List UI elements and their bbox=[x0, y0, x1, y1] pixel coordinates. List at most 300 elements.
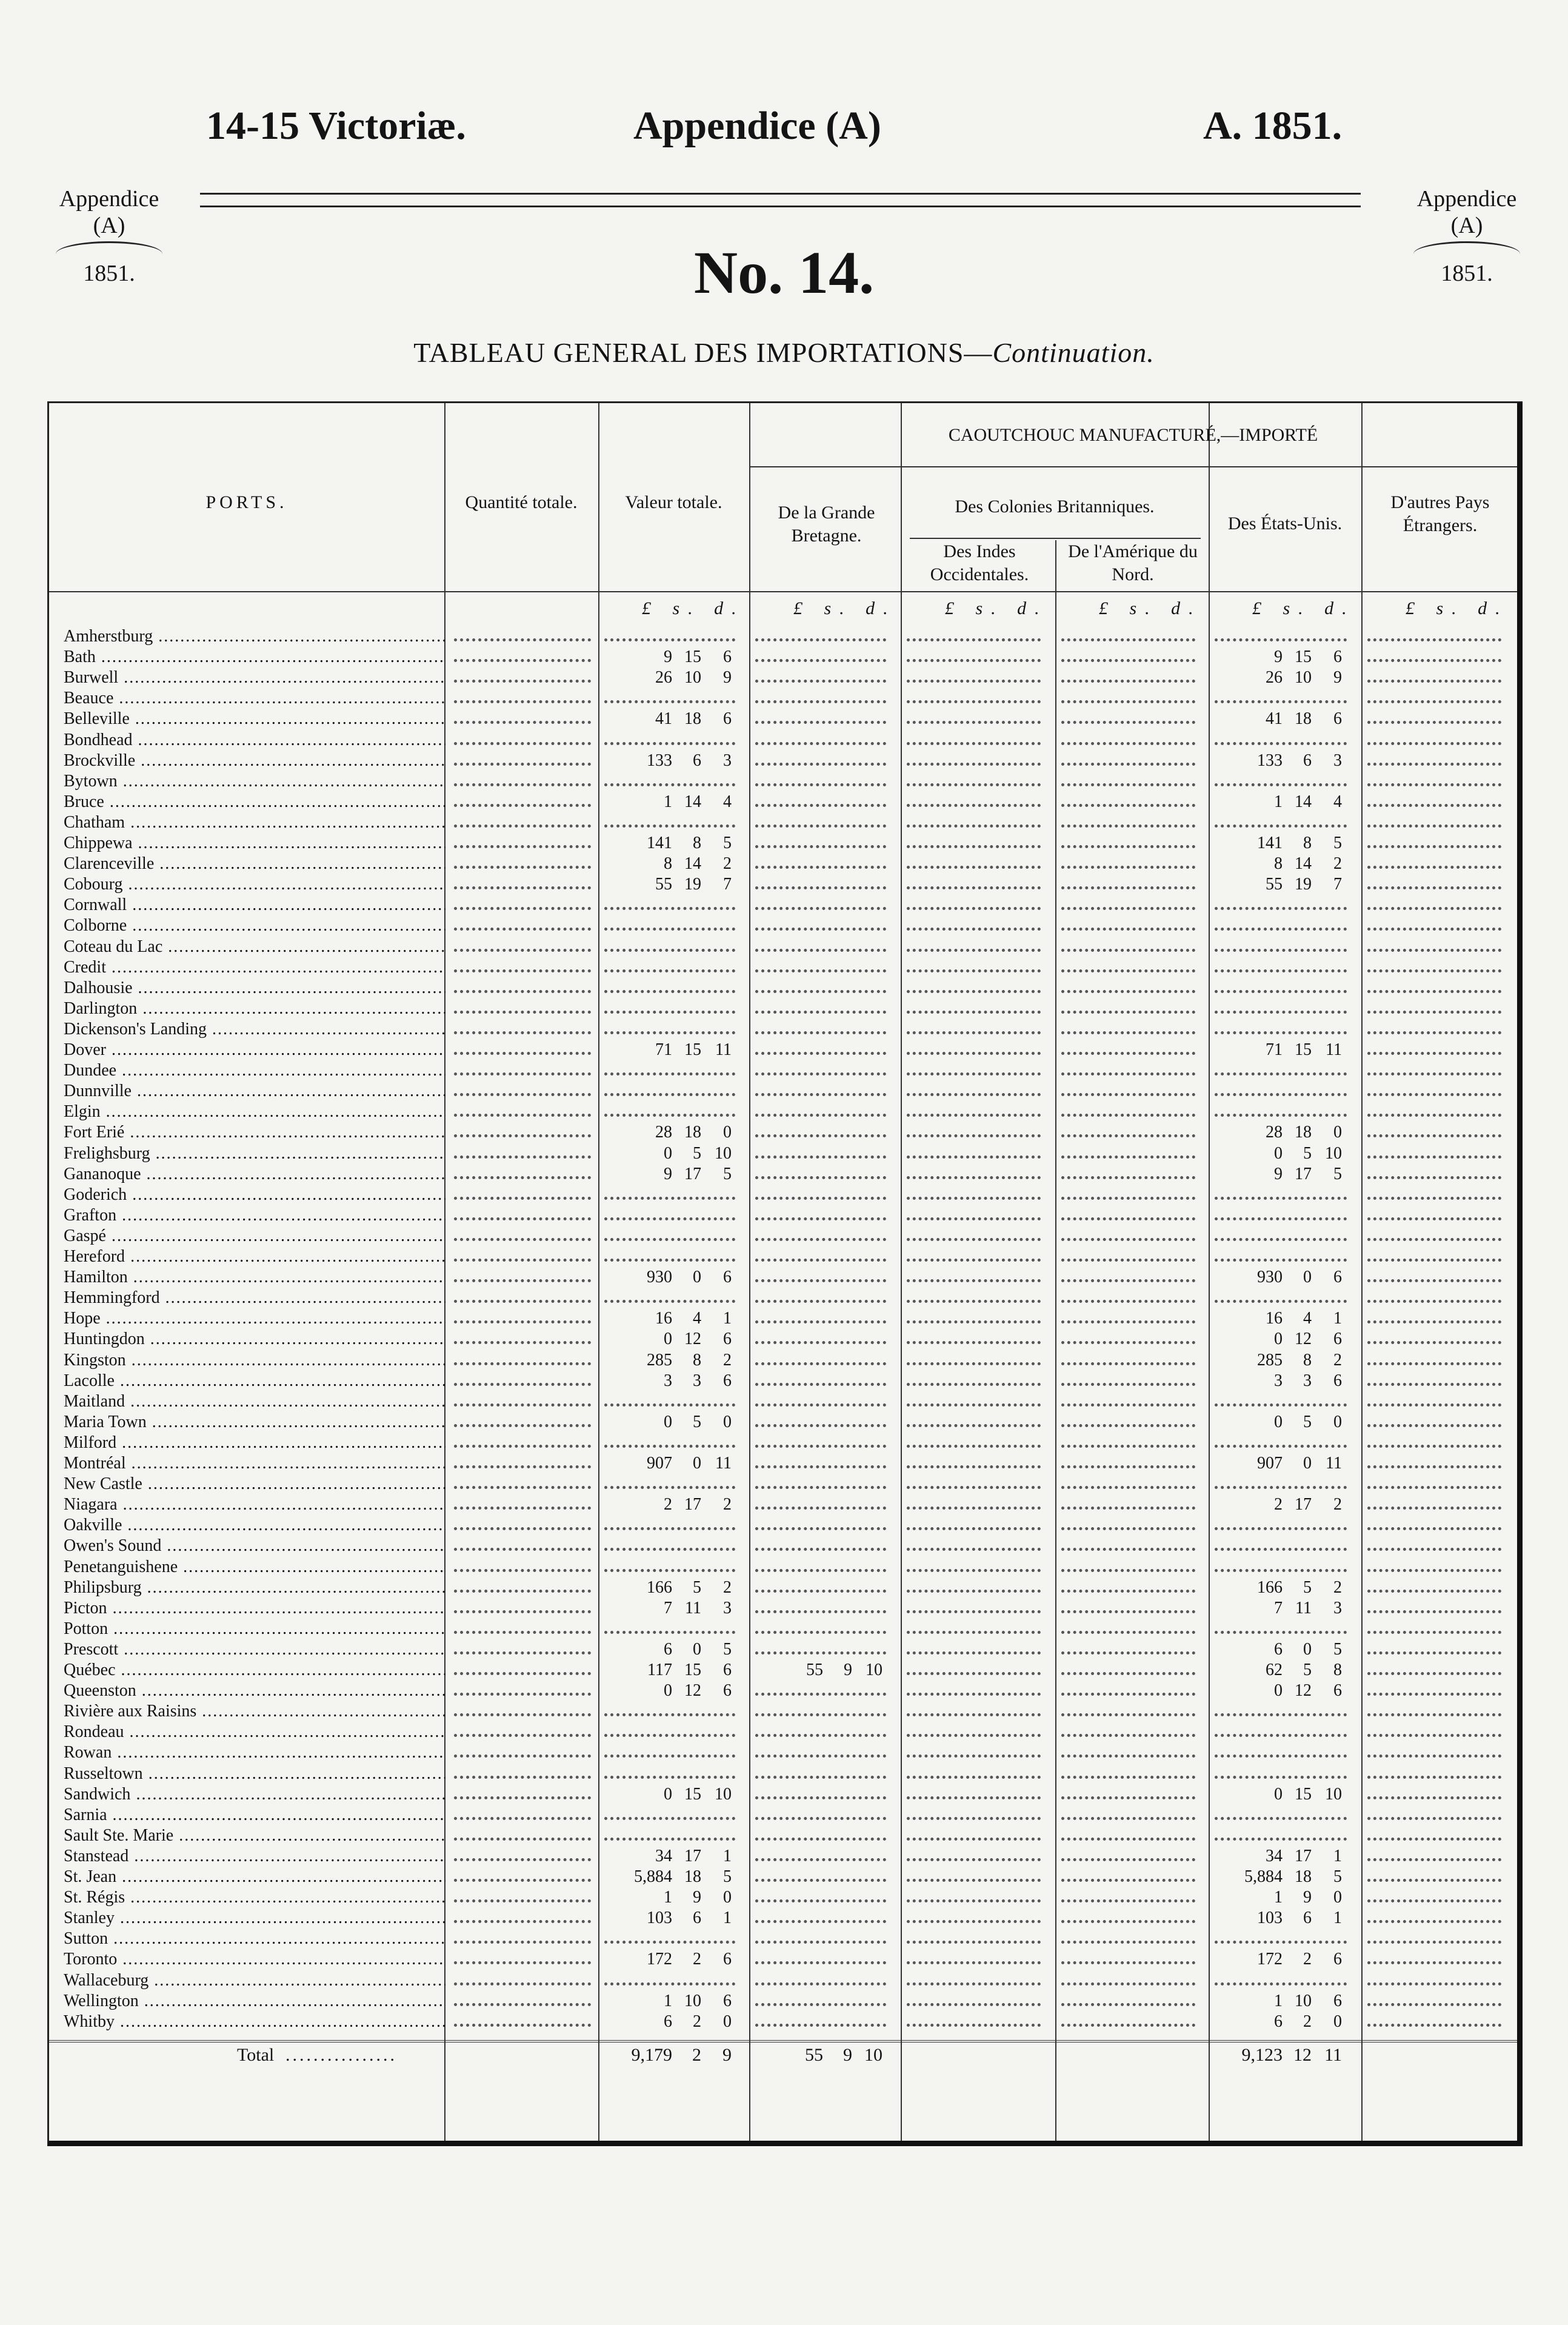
quantite-leader bbox=[454, 969, 591, 972]
gb-leader bbox=[755, 1961, 886, 1964]
port-name: Belleville ..... bbox=[64, 709, 445, 729]
etats-leader bbox=[1215, 1982, 1347, 1985]
indes-leader bbox=[907, 928, 1041, 931]
table-row bbox=[49, 1846, 1517, 1867]
gb-leader bbox=[755, 1569, 886, 1572]
valeur-amount: 2 17 2 bbox=[664, 1495, 732, 1514]
amerique-leader bbox=[1061, 1651, 1195, 1654]
autres-leader bbox=[1367, 1445, 1501, 1448]
quantite-leader bbox=[454, 1093, 591, 1096]
indes-leader bbox=[907, 1755, 1041, 1758]
autres-leader bbox=[1367, 1011, 1501, 1014]
etats-amount: 172 2 6 bbox=[1257, 1950, 1342, 1969]
quantite-leader bbox=[454, 659, 591, 662]
valeur-amount: 9 15 6 bbox=[664, 647, 732, 667]
etats-leader bbox=[1215, 1403, 1347, 1407]
quantite-leader bbox=[454, 949, 591, 952]
amerique-leader bbox=[1061, 928, 1195, 931]
etats-amount: 55 19 7 bbox=[1266, 875, 1342, 894]
gb-leader bbox=[755, 990, 886, 993]
port-name: Picton ..... bbox=[64, 1598, 445, 1619]
indes-leader bbox=[907, 1176, 1041, 1179]
total-etats: 9,123 12 11 bbox=[1241, 2045, 1342, 2065]
valeur-amount: 1 14 4 bbox=[664, 792, 732, 811]
amerique-leader bbox=[1061, 1610, 1195, 1613]
port-name: Dover ..... bbox=[64, 1040, 445, 1060]
port-name: Huntingdon ..... bbox=[64, 1329, 445, 1350]
quantite-leader bbox=[454, 1590, 591, 1593]
port-name: Burwell ..... bbox=[64, 667, 445, 688]
etats-leader bbox=[1215, 783, 1347, 786]
etats-amount: 41 18 6 bbox=[1266, 709, 1342, 729]
indes-leader bbox=[907, 1734, 1041, 1737]
amerique-leader bbox=[1061, 1383, 1195, 1386]
autres-leader bbox=[1367, 1631, 1501, 1634]
amerique-leader bbox=[1061, 1899, 1195, 1902]
table-row bbox=[49, 1825, 1517, 1846]
autres-leader bbox=[1367, 1424, 1501, 1427]
etats-amount: 9 15 6 bbox=[1274, 647, 1342, 667]
table-row bbox=[49, 1908, 1517, 1929]
amerique-leader bbox=[1061, 1424, 1195, 1427]
quantite-leader bbox=[454, 638, 591, 641]
amerique-leader bbox=[1061, 1011, 1195, 1014]
port-name: Gaspé ..... bbox=[64, 1226, 445, 1246]
quantite-leader bbox=[454, 1961, 591, 1964]
table-row bbox=[49, 1598, 1517, 1619]
etats-leader bbox=[1215, 1114, 1347, 1117]
quantite-leader bbox=[454, 1858, 591, 1861]
table-row bbox=[49, 1970, 1517, 1991]
quantite-leader bbox=[454, 1693, 591, 1696]
total-gb: 55 9 10 bbox=[805, 2045, 882, 2065]
table-row bbox=[49, 999, 1517, 1019]
autres-leader bbox=[1367, 1300, 1501, 1303]
valeur-leader bbox=[604, 1197, 735, 1200]
quantite-leader bbox=[454, 804, 591, 807]
indes-leader bbox=[907, 1486, 1041, 1489]
gb-leader bbox=[755, 1713, 886, 1716]
etats-amount: 1 9 0 bbox=[1274, 1888, 1342, 1907]
etats-amount: 62 5 8 bbox=[1266, 1661, 1342, 1679]
gb-leader bbox=[755, 1052, 886, 1055]
etats-amount: 0 15 10 bbox=[1274, 1784, 1342, 1804]
indes-leader bbox=[907, 1651, 1041, 1654]
port-name: Rivière aux Raisins ..... bbox=[64, 1701, 445, 1722]
quantite-leader bbox=[454, 1320, 591, 1323]
autres-leader bbox=[1367, 1134, 1501, 1137]
port-name: Cobourg ..... bbox=[64, 874, 445, 895]
port-name: Russeltown ..... bbox=[64, 1764, 445, 1784]
port-name: Dalhousie ..... bbox=[64, 978, 445, 999]
quantite-leader bbox=[454, 1156, 591, 1159]
etats-leader bbox=[1215, 969, 1347, 972]
indes-leader bbox=[907, 969, 1041, 972]
valeur-leader bbox=[604, 949, 735, 952]
etats-amount: 0 12 6 bbox=[1274, 1681, 1342, 1701]
valeur-leader bbox=[604, 990, 735, 993]
gb-amount: 55 9 10 bbox=[806, 1661, 882, 1679]
etats-amount: 2 17 2 bbox=[1274, 1495, 1342, 1514]
etats-leader bbox=[1215, 1217, 1347, 1220]
autres-leader bbox=[1367, 763, 1501, 766]
etats-leader bbox=[1215, 1941, 1347, 1944]
amerique-leader bbox=[1061, 1403, 1195, 1407]
port-name: Owen's Sound ..... bbox=[64, 1536, 445, 1556]
valeur-leader bbox=[604, 1238, 735, 1241]
quantite-leader bbox=[454, 1713, 591, 1716]
etats-amount: 141 8 5 bbox=[1257, 834, 1342, 852]
etats-leader bbox=[1215, 949, 1347, 952]
port-name: Lacolle ..... bbox=[64, 1371, 445, 1391]
autres-leader bbox=[1367, 1114, 1501, 1117]
autres-leader bbox=[1367, 1755, 1501, 1758]
subgroup-header-rule bbox=[910, 538, 1201, 539]
indes-leader bbox=[907, 1403, 1041, 1407]
table-row bbox=[49, 2012, 1517, 2032]
quantite-leader bbox=[454, 742, 591, 745]
quantite-leader bbox=[454, 1300, 591, 1303]
gb-leader bbox=[755, 1279, 886, 1282]
etats-amount: 103 6 1 bbox=[1257, 1909, 1342, 1928]
col-header-quantite: Quantité totale. bbox=[465, 492, 578, 512]
port-name: Sutton ..... bbox=[64, 1929, 445, 1949]
etats-amount: 930 0 6 bbox=[1257, 1268, 1342, 1287]
gb-leader bbox=[755, 1465, 886, 1468]
valeur-leader bbox=[604, 1776, 735, 1779]
quantite-leader bbox=[454, 1176, 591, 1179]
etats-amount: 6 2 0 bbox=[1274, 2012, 1342, 2031]
side-note-sub: (A) bbox=[93, 213, 125, 238]
port-name: Wallaceburg ..... bbox=[64, 1970, 445, 1991]
indes-leader bbox=[907, 680, 1041, 683]
indes-leader bbox=[907, 1569, 1041, 1572]
autres-leader bbox=[1367, 680, 1501, 683]
valeur-amount: 1 9 0 bbox=[664, 1888, 732, 1907]
valeur-leader bbox=[604, 1548, 735, 1551]
indes-leader bbox=[907, 721, 1041, 724]
gb-leader bbox=[755, 2003, 886, 2006]
port-name: Dunnville ..... bbox=[64, 1081, 445, 1102]
amerique-leader bbox=[1061, 1114, 1195, 1117]
amerique-leader bbox=[1061, 866, 1195, 869]
indes-leader bbox=[907, 1817, 1041, 1820]
indes-leader bbox=[907, 1507, 1041, 1510]
amerique-leader bbox=[1061, 1941, 1195, 1944]
table-row bbox=[49, 1536, 1517, 1556]
gb-leader bbox=[755, 783, 886, 786]
etats-leader bbox=[1215, 1259, 1347, 1262]
amerique-leader bbox=[1061, 763, 1195, 766]
etats-leader bbox=[1215, 700, 1347, 703]
amerique-leader bbox=[1061, 1879, 1195, 1882]
autres-leader bbox=[1367, 1817, 1501, 1820]
etats-amount: 285 8 2 bbox=[1257, 1350, 1342, 1370]
indes-leader bbox=[907, 783, 1041, 786]
quantite-leader bbox=[454, 1982, 591, 1985]
valeur-leader bbox=[604, 1217, 735, 1220]
etats-amount: 16 4 1 bbox=[1266, 1309, 1342, 1328]
valeur-leader bbox=[604, 907, 735, 910]
port-name: Stanstead ..... bbox=[64, 1846, 445, 1867]
table-row bbox=[49, 709, 1517, 729]
header-year: A. 1851. bbox=[1203, 104, 1343, 148]
autres-leader bbox=[1367, 1176, 1501, 1179]
gb-leader bbox=[755, 1197, 886, 1200]
quantite-leader bbox=[454, 1383, 591, 1386]
autres-leader bbox=[1367, 1031, 1501, 1034]
amerique-leader bbox=[1061, 1713, 1195, 1716]
etats-amount: 6 0 5 bbox=[1274, 1639, 1342, 1659]
etats-leader bbox=[1215, 1569, 1347, 1572]
table-row bbox=[49, 1205, 1517, 1226]
valeur-amount: 7 11 3 bbox=[664, 1598, 732, 1617]
gb-leader bbox=[755, 907, 886, 910]
etats-amount: 1 14 4 bbox=[1274, 792, 1342, 811]
port-name: Philipsburg ..... bbox=[64, 1577, 445, 1598]
unit-label-valeur: £ s. d. bbox=[642, 598, 745, 618]
quantite-leader bbox=[454, 1031, 591, 1034]
valeur-amount: 0 5 10 bbox=[664, 1143, 732, 1163]
autres-leader bbox=[1367, 886, 1501, 889]
quantite-leader bbox=[454, 866, 591, 869]
gb-leader bbox=[755, 1858, 886, 1861]
table-row bbox=[49, 688, 1517, 709]
amerique-leader bbox=[1061, 1982, 1195, 1985]
gb-leader bbox=[755, 1445, 886, 1448]
autres-leader bbox=[1367, 1548, 1501, 1551]
autres-leader bbox=[1367, 1569, 1501, 1572]
col-header-etats: Des États-Unis. bbox=[1227, 514, 1343, 534]
quantite-leader bbox=[454, 1445, 591, 1448]
amerique-leader bbox=[1061, 1072, 1195, 1076]
autres-leader bbox=[1367, 1796, 1501, 1799]
indes-leader bbox=[907, 949, 1041, 952]
table-row bbox=[49, 957, 1517, 978]
autres-leader bbox=[1367, 1590, 1501, 1593]
quantite-leader bbox=[454, 1424, 591, 1427]
autres-leader bbox=[1367, 1403, 1501, 1407]
quantite-leader bbox=[454, 1776, 591, 1779]
indes-leader bbox=[907, 1590, 1041, 1593]
table-row bbox=[49, 854, 1517, 874]
gb-leader bbox=[755, 1734, 886, 1737]
group-header-rule bbox=[749, 466, 1517, 467]
amerique-leader bbox=[1061, 886, 1195, 889]
gb-leader bbox=[755, 659, 886, 662]
indes-leader bbox=[907, 1672, 1041, 1675]
quantite-leader bbox=[454, 783, 591, 786]
amerique-leader bbox=[1061, 825, 1195, 828]
table-row bbox=[49, 730, 1517, 751]
indes-leader bbox=[907, 1114, 1041, 1117]
port-name: Toronto ..... bbox=[64, 1949, 445, 1970]
port-name: Hemmingford ..... bbox=[64, 1288, 445, 1308]
gb-leader bbox=[755, 1486, 886, 1489]
gb-leader bbox=[755, 886, 886, 889]
autres-leader bbox=[1367, 1713, 1501, 1716]
valeur-leader bbox=[604, 638, 735, 641]
gb-leader bbox=[755, 1238, 886, 1241]
side-note-year: 1851. bbox=[1441, 261, 1493, 286]
table-row bbox=[49, 1060, 1517, 1081]
header-bottom-rule bbox=[49, 591, 1517, 592]
autres-leader bbox=[1367, 1734, 1501, 1737]
table-row bbox=[49, 1453, 1517, 1474]
etats-amount: 9 17 5 bbox=[1274, 1164, 1342, 1183]
amerique-leader bbox=[1061, 1920, 1195, 1923]
quantite-leader bbox=[454, 1197, 591, 1200]
indes-leader bbox=[907, 1858, 1041, 1861]
col-header-ports: PORTS. bbox=[205, 492, 288, 512]
gb-leader bbox=[755, 928, 886, 931]
autres-leader bbox=[1367, 1486, 1501, 1489]
table-row bbox=[49, 1887, 1517, 1908]
valeur-leader bbox=[604, 1838, 735, 1841]
amerique-leader bbox=[1061, 638, 1195, 641]
table-row bbox=[49, 1991, 1517, 2012]
gb-leader bbox=[755, 1941, 886, 1944]
port-name: Bruce ..... bbox=[64, 792, 445, 812]
valeur-leader bbox=[604, 928, 735, 931]
quantite-leader bbox=[454, 763, 591, 766]
indes-leader bbox=[907, 1259, 1041, 1262]
table-row bbox=[49, 1371, 1517, 1391]
indes-leader bbox=[907, 825, 1041, 828]
amerique-leader bbox=[1061, 1961, 1195, 1964]
autres-leader bbox=[1367, 1672, 1501, 1675]
amerique-leader bbox=[1061, 700, 1195, 703]
autres-leader bbox=[1367, 845, 1501, 848]
valeur-leader bbox=[604, 1259, 735, 1262]
quantite-leader bbox=[454, 928, 591, 931]
port-name: New Castle ..... bbox=[64, 1474, 445, 1494]
quantite-leader bbox=[454, 1072, 591, 1076]
unit-label-etats: £ s. d. bbox=[1252, 598, 1355, 618]
quantite-leader bbox=[454, 721, 591, 724]
quantite-leader bbox=[454, 1507, 591, 1510]
port-name: Coteau du Lac ..... bbox=[64, 937, 445, 957]
etats-amount: 8 14 2 bbox=[1274, 854, 1342, 874]
valeur-amount: 34 17 1 bbox=[655, 1846, 732, 1865]
port-name: Chatham ..... bbox=[64, 812, 445, 833]
indes-leader bbox=[907, 1879, 1041, 1882]
quantite-leader bbox=[454, 1279, 591, 1282]
col-group-caoutchouc: CAOUTCHOUC MANUFACTURÉ,—IMPORTÉ bbox=[948, 425, 1318, 445]
autres-leader bbox=[1367, 1982, 1501, 1985]
amerique-leader bbox=[1061, 1279, 1195, 1282]
etats-leader bbox=[1215, 1838, 1347, 1841]
gb-leader bbox=[755, 825, 886, 828]
valeur-leader bbox=[604, 1569, 735, 1572]
etats-leader bbox=[1215, 928, 1347, 931]
unit-label-indes: £ s. d. bbox=[945, 598, 1048, 618]
table-row bbox=[49, 647, 1517, 667]
table-row bbox=[49, 1681, 1517, 1701]
amerique-leader bbox=[1061, 1858, 1195, 1861]
table-row bbox=[49, 1494, 1517, 1515]
indes-leader bbox=[907, 804, 1041, 807]
port-name: Bytown ..... bbox=[64, 771, 445, 792]
quantite-leader bbox=[454, 1755, 591, 1758]
quantite-leader bbox=[454, 1651, 591, 1654]
valeur-leader bbox=[604, 1093, 735, 1096]
port-name: Dickenson's Landing ..... bbox=[64, 1019, 445, 1040]
table-row bbox=[49, 1867, 1517, 1887]
gb-leader bbox=[755, 845, 886, 848]
valeur-amount: 285 8 2 bbox=[647, 1350, 732, 1370]
gb-leader bbox=[755, 2024, 886, 2027]
table-row bbox=[49, 751, 1517, 771]
etats-leader bbox=[1215, 1548, 1347, 1551]
autres-leader bbox=[1367, 1776, 1501, 1779]
table-title-main: TABLEAU GENERAL DES IMPORTATIONS— bbox=[413, 337, 993, 368]
indes-leader bbox=[907, 1320, 1041, 1323]
etats-leader bbox=[1215, 1197, 1347, 1200]
port-name: Colborne ..... bbox=[64, 915, 445, 936]
amerique-leader bbox=[1061, 1197, 1195, 1200]
valeur-amount: 3 3 6 bbox=[664, 1371, 732, 1390]
etats-amount: 5,884 18 5 bbox=[1244, 1867, 1342, 1886]
document-number: No. 14. bbox=[693, 239, 875, 306]
amerique-leader bbox=[1061, 1486, 1195, 1489]
unit-label-amerique: £ s. d. bbox=[1099, 598, 1202, 618]
autres-leader bbox=[1367, 742, 1501, 745]
indes-leader bbox=[907, 1982, 1041, 1985]
port-name: Amherstburg ..... bbox=[64, 626, 445, 647]
etats-leader bbox=[1215, 742, 1347, 745]
table-row bbox=[49, 1226, 1517, 1246]
gb-leader bbox=[755, 742, 886, 745]
unit-label-gb: £ s. d. bbox=[793, 598, 896, 618]
col-header-indes: Des Indes Occidentales. bbox=[930, 541, 1029, 584]
table-row bbox=[49, 915, 1517, 936]
quantite-leader bbox=[454, 1548, 591, 1551]
indes-leader bbox=[907, 1610, 1041, 1613]
amerique-leader bbox=[1061, 1259, 1195, 1262]
quantite-leader bbox=[454, 1838, 591, 1841]
indes-leader bbox=[907, 1156, 1041, 1159]
table-row bbox=[49, 937, 1517, 957]
gb-leader bbox=[755, 1610, 886, 1613]
valeur-amount: 0 12 6 bbox=[664, 1330, 732, 1349]
gb-leader bbox=[755, 1796, 886, 1799]
table-row bbox=[49, 1040, 1517, 1060]
amerique-leader bbox=[1061, 1156, 1195, 1159]
port-name: Chippewa ..... bbox=[64, 833, 445, 854]
autres-leader bbox=[1367, 1899, 1501, 1902]
valeur-leader bbox=[604, 969, 735, 972]
table-row bbox=[49, 1433, 1517, 1453]
table-row bbox=[49, 1515, 1517, 1536]
table-row bbox=[49, 626, 1517, 647]
table-row bbox=[49, 1185, 1517, 1205]
quantite-leader bbox=[454, 1672, 591, 1675]
quantite-leader bbox=[454, 1631, 591, 1634]
autres-leader bbox=[1367, 969, 1501, 972]
port-name: Fort Erié ..... bbox=[64, 1122, 445, 1143]
table-row bbox=[49, 1639, 1517, 1660]
table-row bbox=[49, 874, 1517, 895]
indes-leader bbox=[907, 763, 1041, 766]
port-name: Rondeau ..... bbox=[64, 1722, 445, 1742]
indes-leader bbox=[907, 700, 1041, 703]
valeur-leader bbox=[604, 1072, 735, 1076]
table-row bbox=[49, 1164, 1517, 1185]
port-name: Dundee ..... bbox=[64, 1060, 445, 1081]
quantite-leader bbox=[454, 1011, 591, 1014]
port-name: Gananoque ..... bbox=[64, 1164, 445, 1185]
